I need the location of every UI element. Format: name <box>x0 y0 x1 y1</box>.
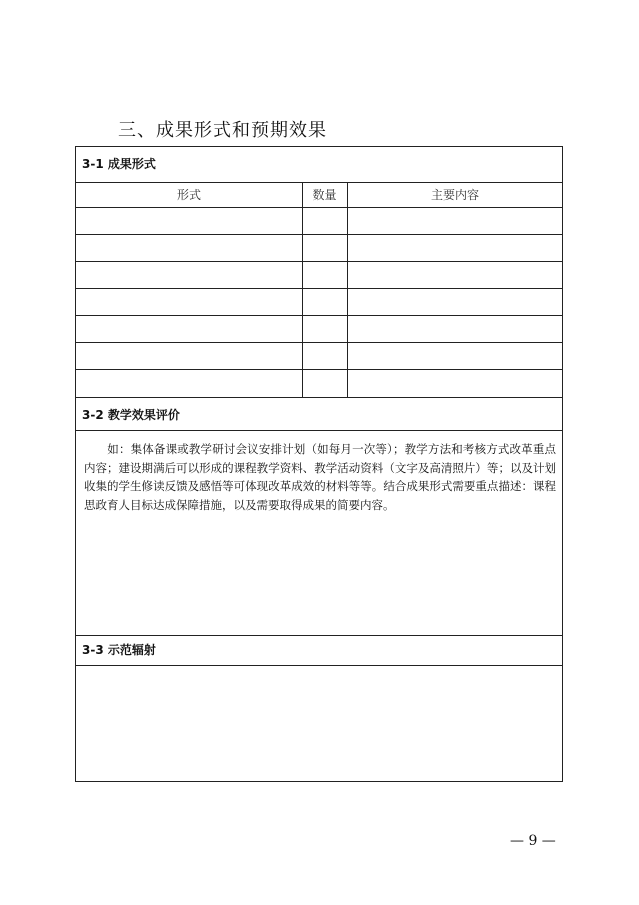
table-row-line <box>76 261 562 262</box>
table-row-line <box>76 234 562 235</box>
divider <box>76 665 562 666</box>
table-row-line <box>76 342 562 343</box>
table-row-line <box>76 207 562 208</box>
divider <box>76 635 562 636</box>
table-row-line <box>76 315 562 316</box>
sub1-label: 3-1 成果形式 <box>82 157 156 171</box>
section-title: 三、成果形式和预期效果 <box>118 120 327 141</box>
divider <box>76 430 562 431</box>
evaluation-description: 如：集体备课或教学研讨会议安排计划（如每月一次等）；教学方法和考核方式改革重点内容；建设期满后可以形成的课程教学资料、教学活动资料（文字及高清照片）等；以及计划收集的学生修读反馈及感悟等可体现改革成效的材料等等。结合成果形式需要重点描述：课程思政育人目标达成保障措施，以及需要取得成果的简要内容。 <box>84 442 556 512</box>
sub2-label: 3-2 教学效果评价 <box>82 408 180 422</box>
col-header-content: 主要内容 <box>430 188 479 202</box>
col-header-form: 形式 <box>176 188 201 202</box>
table-row-line <box>76 369 562 370</box>
table-row-line <box>76 288 562 289</box>
sub3-label: 3-3 示范辐射 <box>82 643 156 657</box>
page-number: — 9 — <box>510 833 556 849</box>
table-column-line <box>302 182 303 397</box>
table-column-line <box>347 182 348 397</box>
table-bottom-line <box>76 397 562 398</box>
col-header-quantity: 数量 <box>312 188 337 202</box>
outcomes-table <box>75 146 563 782</box>
